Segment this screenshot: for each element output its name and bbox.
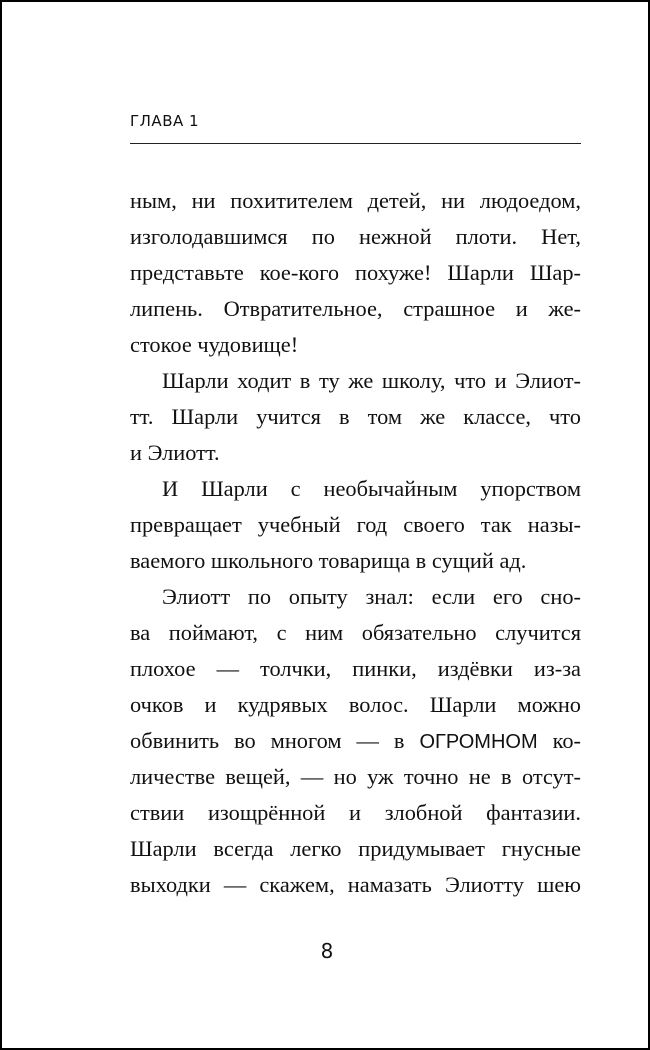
text-line: И Шарли с необычайным упорством xyxy=(162,476,581,501)
text-line: стокое чудовище! xyxy=(130,332,299,357)
text-line-with-emphasis xyxy=(130,723,581,759)
text-line: представьте кое-кого похуже! Шарли Шар- xyxy=(130,260,581,285)
text-line: Шарли ходит в ту же школу, что и Элиот- xyxy=(162,368,581,393)
text-line: ным, ни похитителем детей, ни людоедом, xyxy=(130,188,581,213)
text-line: ваемого школьного товарища в сущий ад. xyxy=(130,548,527,573)
text-line: плохое — толчки, пинки, издёвки из-за xyxy=(130,656,581,681)
body-text xyxy=(130,183,581,903)
text-line: превращает учебный год своего так назы- xyxy=(130,512,581,537)
text-line: тт. Шарли учится в том же классе, что xyxy=(130,404,581,429)
header-rule xyxy=(130,143,581,144)
text-segment: ко- xyxy=(537,728,581,753)
emphasis-word: ОГРОМНОМ xyxy=(419,731,538,753)
text-line: личестве вещей, — но уж точно не в отсут- xyxy=(130,764,581,789)
text-line: ва поймают, с ним обязательно случится xyxy=(130,620,581,645)
text-line: очков и кудрявых волос. Шарли можно xyxy=(130,692,581,717)
text-line: и Элиотт. xyxy=(130,440,220,465)
text-line: Шарли всегда легко придумывает гнусные xyxy=(130,836,581,861)
running-head: ГЛАВА 1 xyxy=(130,112,200,130)
text-line: липень. Отвратительное, страшное и же- xyxy=(130,296,581,321)
text-line: Элиотт по опыту знал: если его сно- xyxy=(162,584,581,609)
text-line: изголодавшимся по нежной плоти. Нет, xyxy=(130,224,581,249)
page-number: 8 xyxy=(320,939,334,963)
text-line: ствии изощрённой и злобной фантазии. xyxy=(130,800,581,825)
text-segment: обвинить во многом — в xyxy=(130,728,420,753)
text-line: выходки — скажем, намазать Элиотту шею xyxy=(130,872,581,897)
